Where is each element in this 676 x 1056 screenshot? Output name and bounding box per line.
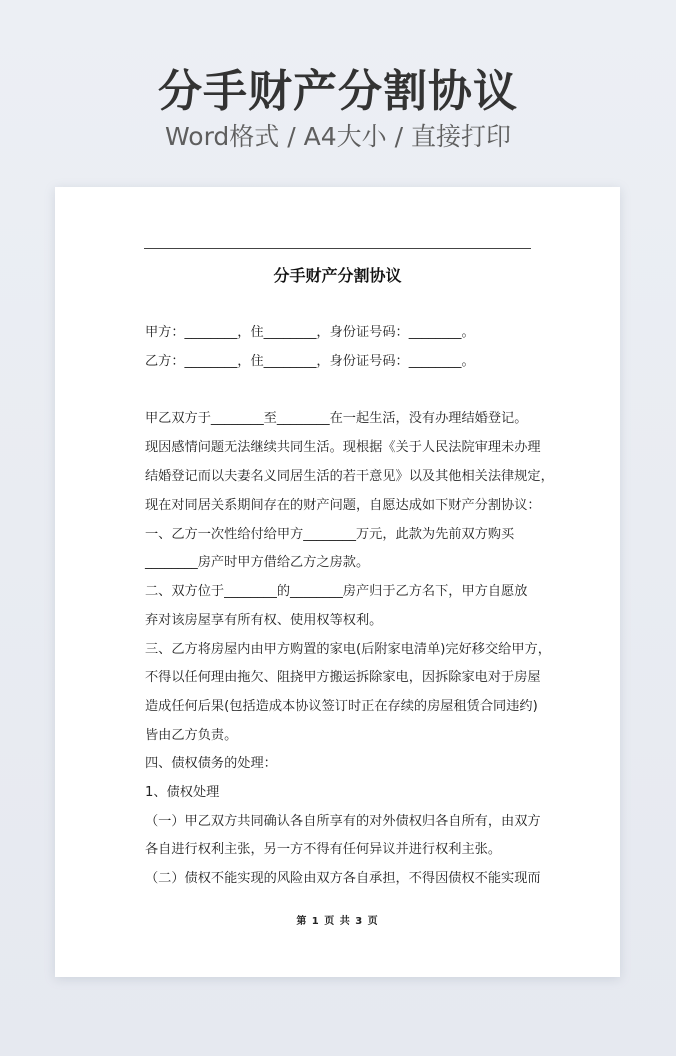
document-page xyxy=(55,187,620,977)
document-title: 分手财产分割协议 xyxy=(273,266,402,285)
clause-4-heading: 四、债权债务的处理： xyxy=(145,756,277,771)
clause-3-line: 三、乙方将房屋内由甲方购置的家电(后附家电清单)完好移交给甲方， xyxy=(145,642,551,657)
body-line: 现在对同居关系期间存在的财产问题，自愿达成如下财产分割协议： xyxy=(145,498,541,513)
party-a-line: 甲方：________，住________，身份证号码：________。 xyxy=(145,325,475,340)
clause-3-line: 皆由乙方负责。 xyxy=(145,728,238,743)
hero-subtitle: Word格式 / A4大小 / 直接打印 xyxy=(165,122,511,151)
body-line: 结婚登记而以夫妻名义同居生活的若干意见》以及其他相关法律规定， xyxy=(145,469,554,484)
clause-2-line: 二、双方位于________的________房产归于乙方名下，甲方自愿放 xyxy=(145,584,528,599)
clause-2-line: 弃对该房屋享有所有权、使用权等权利。 xyxy=(145,613,383,628)
header-rule xyxy=(144,248,531,249)
subclause-heading: 1、债权处理 xyxy=(145,785,220,800)
page-number: 第 1 页 共 3 页 xyxy=(296,916,379,927)
hero-title: 分手财产分割协议 xyxy=(158,66,518,117)
clause-3-line: 不得以任何理由拖欠、阻挠甲方搬运拆除家电，因拆除家电对于房屋 xyxy=(145,670,541,685)
clause-3-line: 造成任何后果(包括造成本协议签订时正在存续的房屋租赁合同违约) xyxy=(145,699,538,714)
clause-1-line: ________房产时甲方借给乙方之房款。 xyxy=(145,555,370,570)
item-line: （一）甲乙双方共同确认各自所享有的对外债权归各自所有，由双方 xyxy=(145,814,541,829)
party-b-line: 乙方：________，住________，身份证号码：________。 xyxy=(145,354,475,369)
item-line: （二）债权不能实现的风险由双方各自承担，不得因债权不能实现而 xyxy=(145,871,541,886)
body-line: 现因感情问题无法继续共同生活。现根据《关于人民法院审理未办理 xyxy=(145,440,541,455)
item-line: 各自进行权利主张，另一方不得有任何异议并进行权利主张。 xyxy=(145,842,502,857)
body-line: 甲乙双方于________至________在一起生活，没有办理结婚登记。 xyxy=(145,411,528,426)
clause-1-line: 一、乙方一次性给付给甲方________万元，此款为先前双方购买 xyxy=(145,527,515,542)
